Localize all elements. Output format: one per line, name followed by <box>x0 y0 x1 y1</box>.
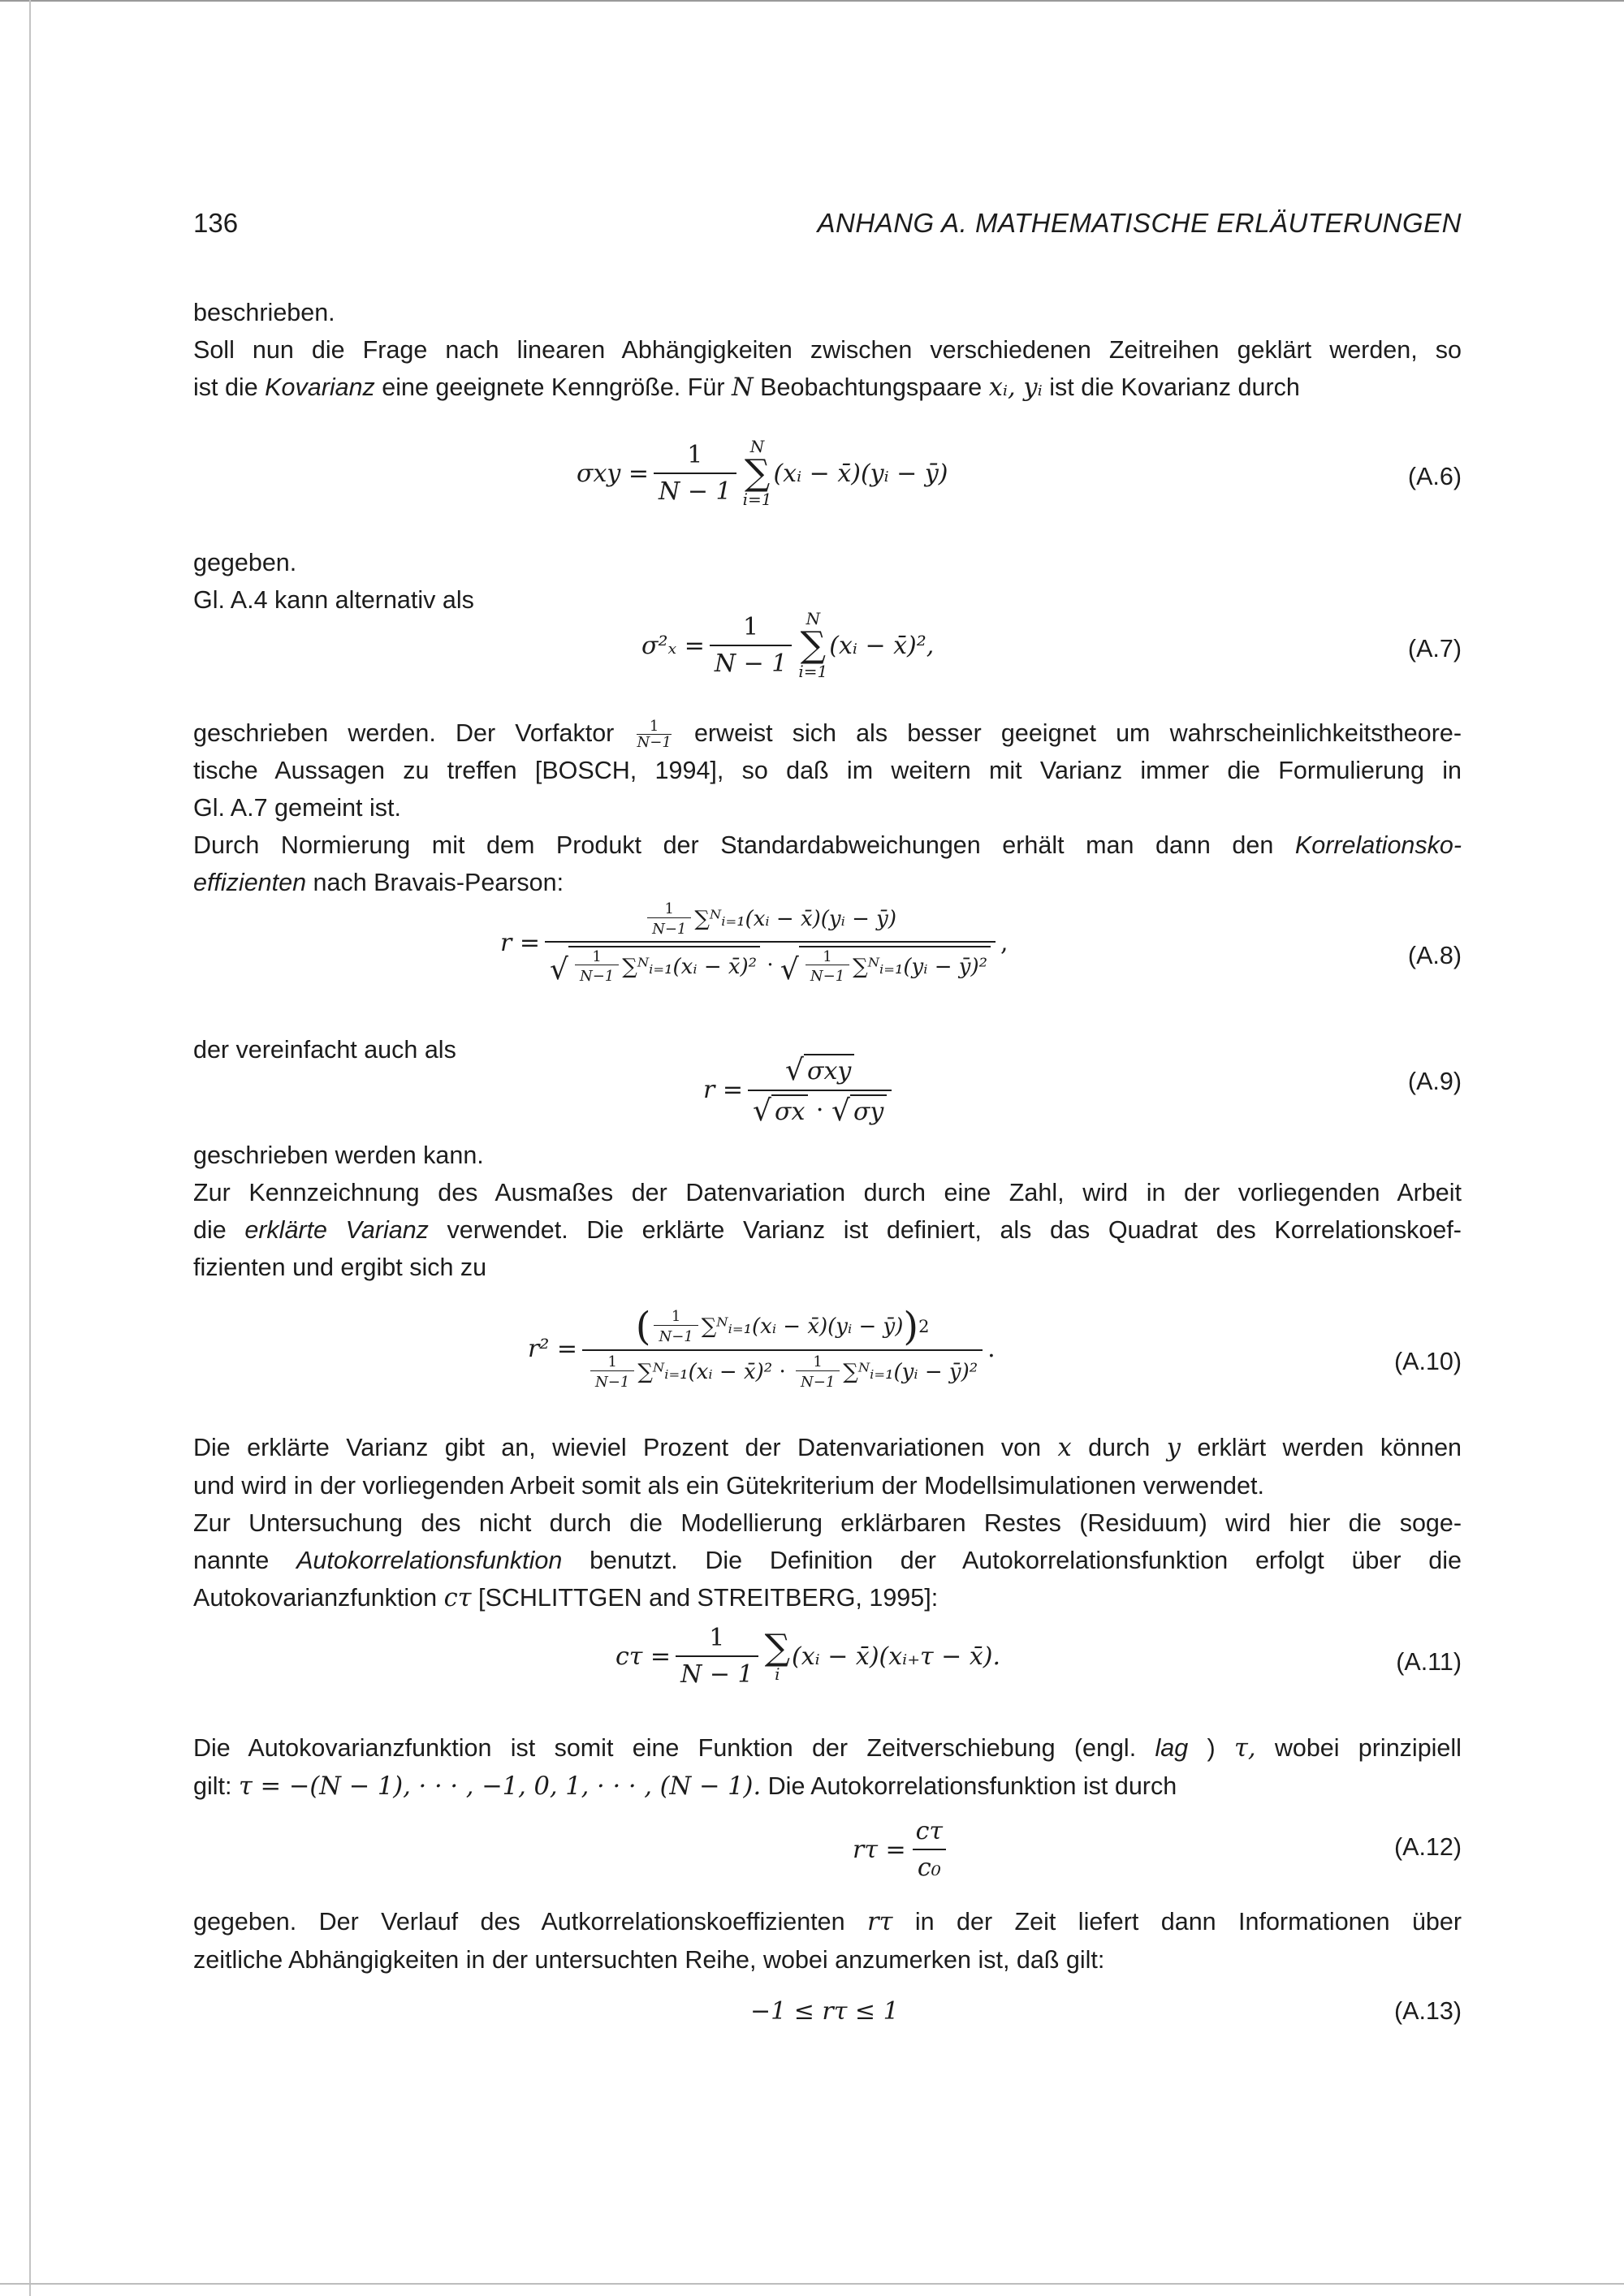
text-line: Soll nun die Frage nach linearen Abhängigkeiten zwischen verschiedenen Zeitreihen geklärt werden, so <box>193 336 1462 364</box>
frac-num: 1 <box>813 1353 823 1370</box>
inline-fraction <box>637 719 671 752</box>
equation-number-a10: (A.10) <box>1393 1348 1462 1375</box>
equation-a7 <box>641 611 934 680</box>
text-line <box>193 369 1462 407</box>
eq-lhs: r = <box>500 929 541 958</box>
equation-a10 <box>528 1304 996 1391</box>
text-line <box>193 826 1462 864</box>
term-autokorrelationsfunktion: Autokorrelationsfunktion <box>296 1547 563 1574</box>
text-span: Autokovarianzfunktion <box>193 1584 438 1612</box>
den-left: ∑ᴺᵢ₌₁(xᵢ − x̄)² <box>637 1360 773 1385</box>
text-line <box>193 1903 1462 1941</box>
sum-lower: i=1 <box>742 490 772 509</box>
text-span: verwendet. Die erklärte Varianz ist definiert, als das Quadrat des Korrelationskoef- <box>447 1216 1462 1244</box>
frac-den: N−1 <box>647 917 691 938</box>
sum-upper: N <box>806 609 821 628</box>
eq-lhs: r = <box>703 1076 744 1104</box>
frac-den: N−1 <box>637 734 672 752</box>
equation-number-a9: (A.9) <box>1407 1068 1462 1095</box>
den-left: ∑ᴺᵢ₌₁(xᵢ − x̄)² <box>622 954 758 979</box>
math-x: x <box>1057 1434 1072 1462</box>
equation-a13 <box>750 1997 899 2026</box>
sum-operator: ∑ i <box>764 1626 791 1684</box>
eq-lhs: r² = <box>528 1334 578 1363</box>
math-tau-range: τ = −(N − 1), · · · , −1, 0, 1, · · · , (N − 1). <box>238 1772 762 1801</box>
eq-body: −1 ≤ rτ ≤ 1 <box>750 1997 899 2026</box>
math-c-tau: cτ <box>443 1584 472 1612</box>
paragraph-zeitverschiebung <box>193 1729 1462 1806</box>
text-line <box>193 1542 1462 1579</box>
text-line: Gl. A.4 kann alternativ als <box>193 586 474 614</box>
equation-a6 <box>577 438 948 508</box>
term-kovarianz: Kovarianz <box>265 373 375 401</box>
equation-number-a13: (A.13) <box>1393 1997 1462 2025</box>
term-lag: lag <box>1155 1734 1189 1762</box>
text-line <box>193 1729 1462 1767</box>
page-top-edge <box>0 0 1624 2</box>
eq-fraction <box>710 613 793 678</box>
math-pairs: xᵢ, yᵢ <box>988 373 1043 402</box>
eq-fraction <box>676 1624 758 1689</box>
eq-fraction <box>911 1817 948 1882</box>
eq-fraction: $\frac{1}{N-1}$ ∑ᴺᵢ₌₁(xᵢ − x̄)(yᵢ − ȳ) √ $\frac{1}{N-1}$ ∑ᴺᵢ₌₁(xᵢ − x̄)² · √ $\frac{1}{N-1}$ ∑ᴺᵢ₌₁(yᵢ − ȳ)² <box>545 901 996 985</box>
sum-operator: N ∑ i=1 <box>742 437 772 509</box>
math-y: y <box>1166 1434 1181 1462</box>
frac-num: 1 <box>664 900 674 917</box>
frac-num: 1 <box>687 441 703 469</box>
text-line: zeitliche Abhängigkeiten in der untersuchten Reihe, wobei anzumerken ist, daß gilt: <box>193 1946 1105 1974</box>
frac-den: N−1 <box>575 965 619 985</box>
text-line: beschrieben. <box>193 299 335 326</box>
frac-den: N−1 <box>654 1325 698 1345</box>
frac-numerator: ∑ᴺᵢ₌₁(xᵢ − x̄)(yᵢ − ȳ) <box>701 1314 904 1339</box>
equation-a12 <box>853 1817 952 1882</box>
math-N: N <box>732 373 754 402</box>
eq-lhs: rτ = <box>853 1835 906 1864</box>
text-span: benutzt. Die Definition der Autokorrelationsfunktion erfolgt über die <box>590 1547 1462 1574</box>
paragraph-autokorrelationskoeffizient <box>193 1903 1462 1979</box>
den-b: σy <box>850 1094 887 1126</box>
text-line: der vereinfacht auch als <box>193 1036 456 1064</box>
text-line: tische Aussagen zu treffen [BOSCH, 1994], so daß im weitern mit Varianz immer die Formulierung in <box>193 757 1462 784</box>
page-number: 136 <box>193 208 239 238</box>
frac-den: N − 1 <box>676 1655 758 1689</box>
eq-trail: . <box>987 1334 996 1363</box>
text-span: die <box>193 1216 227 1244</box>
frac-den: N−1 <box>806 965 849 985</box>
frac-den: N − 1 <box>710 645 793 678</box>
frac-numerator: ∑ᴺᵢ₌₁(xᵢ − x̄)(yᵢ − ȳ) <box>694 907 896 932</box>
text-line: geschrieben werden kann. <box>193 1142 484 1169</box>
equation-a11 <box>615 1624 1000 1689</box>
text-line <box>193 864 1462 901</box>
eq-body: (xᵢ − x̄)(yᵢ − ȳ) <box>773 459 948 488</box>
equation-number-a8: (A.8) <box>1407 942 1462 969</box>
sum-operator: N ∑ i=1 <box>798 609 828 681</box>
term-korrelationskoeffizient-cont: effizienten <box>193 869 307 896</box>
text-span: gegeben. Der Verlauf des Autkorrelationskoeffizienten <box>193 1908 845 1936</box>
text-span: in der Zeit liefert dann Informationen über <box>914 1908 1462 1936</box>
sum-upper: N <box>749 437 765 456</box>
eq-body: (xᵢ − x̄)², <box>829 631 935 660</box>
term-erklaerte-varianz: erklärte Varianz <box>244 1216 429 1244</box>
equation-number-a11: (A.11) <box>1396 1648 1462 1676</box>
text-line: Zur Kennzeichnung des Ausmaßes der Datenvariation durch eine Zahl, wird in der vorliegenden Arbeit <box>193 1179 1462 1206</box>
frac-numerator: cτ <box>915 1817 944 1845</box>
sum-lower: i=1 <box>798 662 828 681</box>
eq-body: (xᵢ − x̄)(xᵢ₊τ − x̄). <box>792 1642 1000 1671</box>
frac-num: 1 <box>743 613 759 641</box>
text-span: [SCHLITTGEN and STREITBERG, 1995]: <box>478 1584 939 1612</box>
equation-number-a7: (A.7) <box>1407 635 1462 662</box>
equation-a9 <box>703 1054 896 1126</box>
text-line <box>193 1579 1462 1617</box>
text-span: ) <box>1207 1734 1216 1762</box>
text-span: ist die Kovarianz durch <box>1049 373 1300 401</box>
frac-numerator: σxy <box>804 1054 854 1085</box>
eq-fraction: ( $\frac{1}{N-1}$ ∑ᴺᵢ₌₁(xᵢ − x̄)(yᵢ − ȳ) ) 2 $\frac{1}{N-1}$ ∑ᴺᵢ₌₁(xᵢ − x̄)² · $\frac{1}{N-1}$ ∑ᴺᵢ₌₁(yᵢ − ȳ)² <box>582 1307 983 1391</box>
text-line: Zur Untersuchung des nicht durch die Modellierung erklärbaren Restes (Residuum) wird hier die soge- <box>193 1509 1462 1537</box>
text-span: erklärt werden können <box>1197 1434 1462 1461</box>
paragraph-vorfaktor <box>193 714 1462 901</box>
den-right: ∑ᴺᵢ₌₁(yᵢ − ȳ)² <box>843 1360 978 1385</box>
eq-fraction <box>654 441 736 506</box>
text-span: geschrieben werden. Der Vorfaktor <box>193 719 615 747</box>
text-span: erweist sich als besser geeignet um wahrscheinlichkeitstheore- <box>693 719 1462 747</box>
math-tau: τ, <box>1233 1734 1256 1763</box>
text-span: eine geeignete Kenngröße. Für <box>382 373 725 401</box>
eq-lhs: σxy = <box>577 459 650 488</box>
eq-trail: , <box>1000 929 1009 958</box>
text-span: Die erklärte Varianz gibt an, wieviel Prozent der Datenvariationen von <box>193 1434 1042 1461</box>
den-right: ∑ᴺᵢ₌₁(yᵢ − ȳ)² <box>853 954 988 979</box>
text-span: Durch Normierung mit dem Produkt der Standardabweichungen erhält man dann den <box>193 831 1274 859</box>
text-span: Die Autokorrelationsfunktion ist durch <box>767 1772 1177 1800</box>
den-a: σx <box>771 1094 808 1126</box>
frac-num: 1 <box>671 1307 681 1325</box>
equation-number-a12: (A.12) <box>1393 1833 1462 1861</box>
paragraph-covariance-intro <box>193 294 1462 407</box>
text-line: und wird in der vorliegenden Arbeit somit als ein Gütekriterium der Modellsimulationen verwendet. <box>193 1472 1264 1500</box>
math-r-tau: rτ <box>867 1908 893 1936</box>
text-span: Beobachtungspaare <box>760 373 983 401</box>
frac-den: N−1 <box>590 1370 634 1391</box>
frac-den: N−1 <box>796 1370 840 1391</box>
text-span: nach Bravais-Pearson: <box>313 869 564 896</box>
page-bottom-edge <box>0 2283 1624 2285</box>
frac-num: 1 <box>592 947 602 965</box>
text-span: Die Autokovarianzfunktion ist somit eine Funktion der Zeitverschiebung (engl. <box>193 1734 1137 1762</box>
exponent-two: 2 <box>918 1317 930 1336</box>
frac-num: 1 <box>709 1624 725 1652</box>
frac-num: 1 <box>649 717 659 735</box>
eq-lhs: cτ = <box>615 1642 672 1671</box>
equation-number-a6: (A.6) <box>1407 463 1462 490</box>
paragraph-autokorrelation <box>193 1429 1462 1617</box>
text-span: nannte <box>193 1547 270 1574</box>
frac-num: 1 <box>607 1353 617 1370</box>
text-span: ist die <box>193 373 258 401</box>
text-span: durch <box>1088 1434 1151 1461</box>
text-line <box>193 714 1462 752</box>
paragraph-erklaerte-varianz <box>193 1137 1462 1286</box>
frac-denominator: c₀ <box>913 1849 946 1882</box>
text-span: wobei prinzipiell <box>1274 1734 1462 1762</box>
text-line: gegeben. <box>193 549 297 576</box>
text-line <box>193 1211 1462 1249</box>
sum-lower: i <box>775 1664 780 1684</box>
text-line <box>193 1767 1462 1806</box>
text-line: fizienten und ergibt sich zu <box>193 1254 487 1281</box>
frac-den: N − 1 <box>654 473 736 506</box>
text-line: Gl. A.7 gemeint ist. <box>193 794 401 822</box>
eq-lhs: σ²ₓ = <box>641 631 705 660</box>
page-header <box>193 208 1462 248</box>
page-left-edge <box>29 0 31 2296</box>
text-span: gilt: <box>193 1772 232 1800</box>
text-line <box>193 1429 1462 1467</box>
frac-num: 1 <box>823 947 832 965</box>
running-title: ANHANG A. MATHEMATISCHE ERLÄUTERUNGEN <box>817 208 1462 238</box>
term-korrelationskoeffizient: Korrelationsko- <box>1294 831 1462 859</box>
eq-fraction: √ σxy √ σx · √ σy <box>748 1054 892 1126</box>
equation-a8 <box>500 901 1009 985</box>
paragraph-gegeben <box>193 544 1462 619</box>
